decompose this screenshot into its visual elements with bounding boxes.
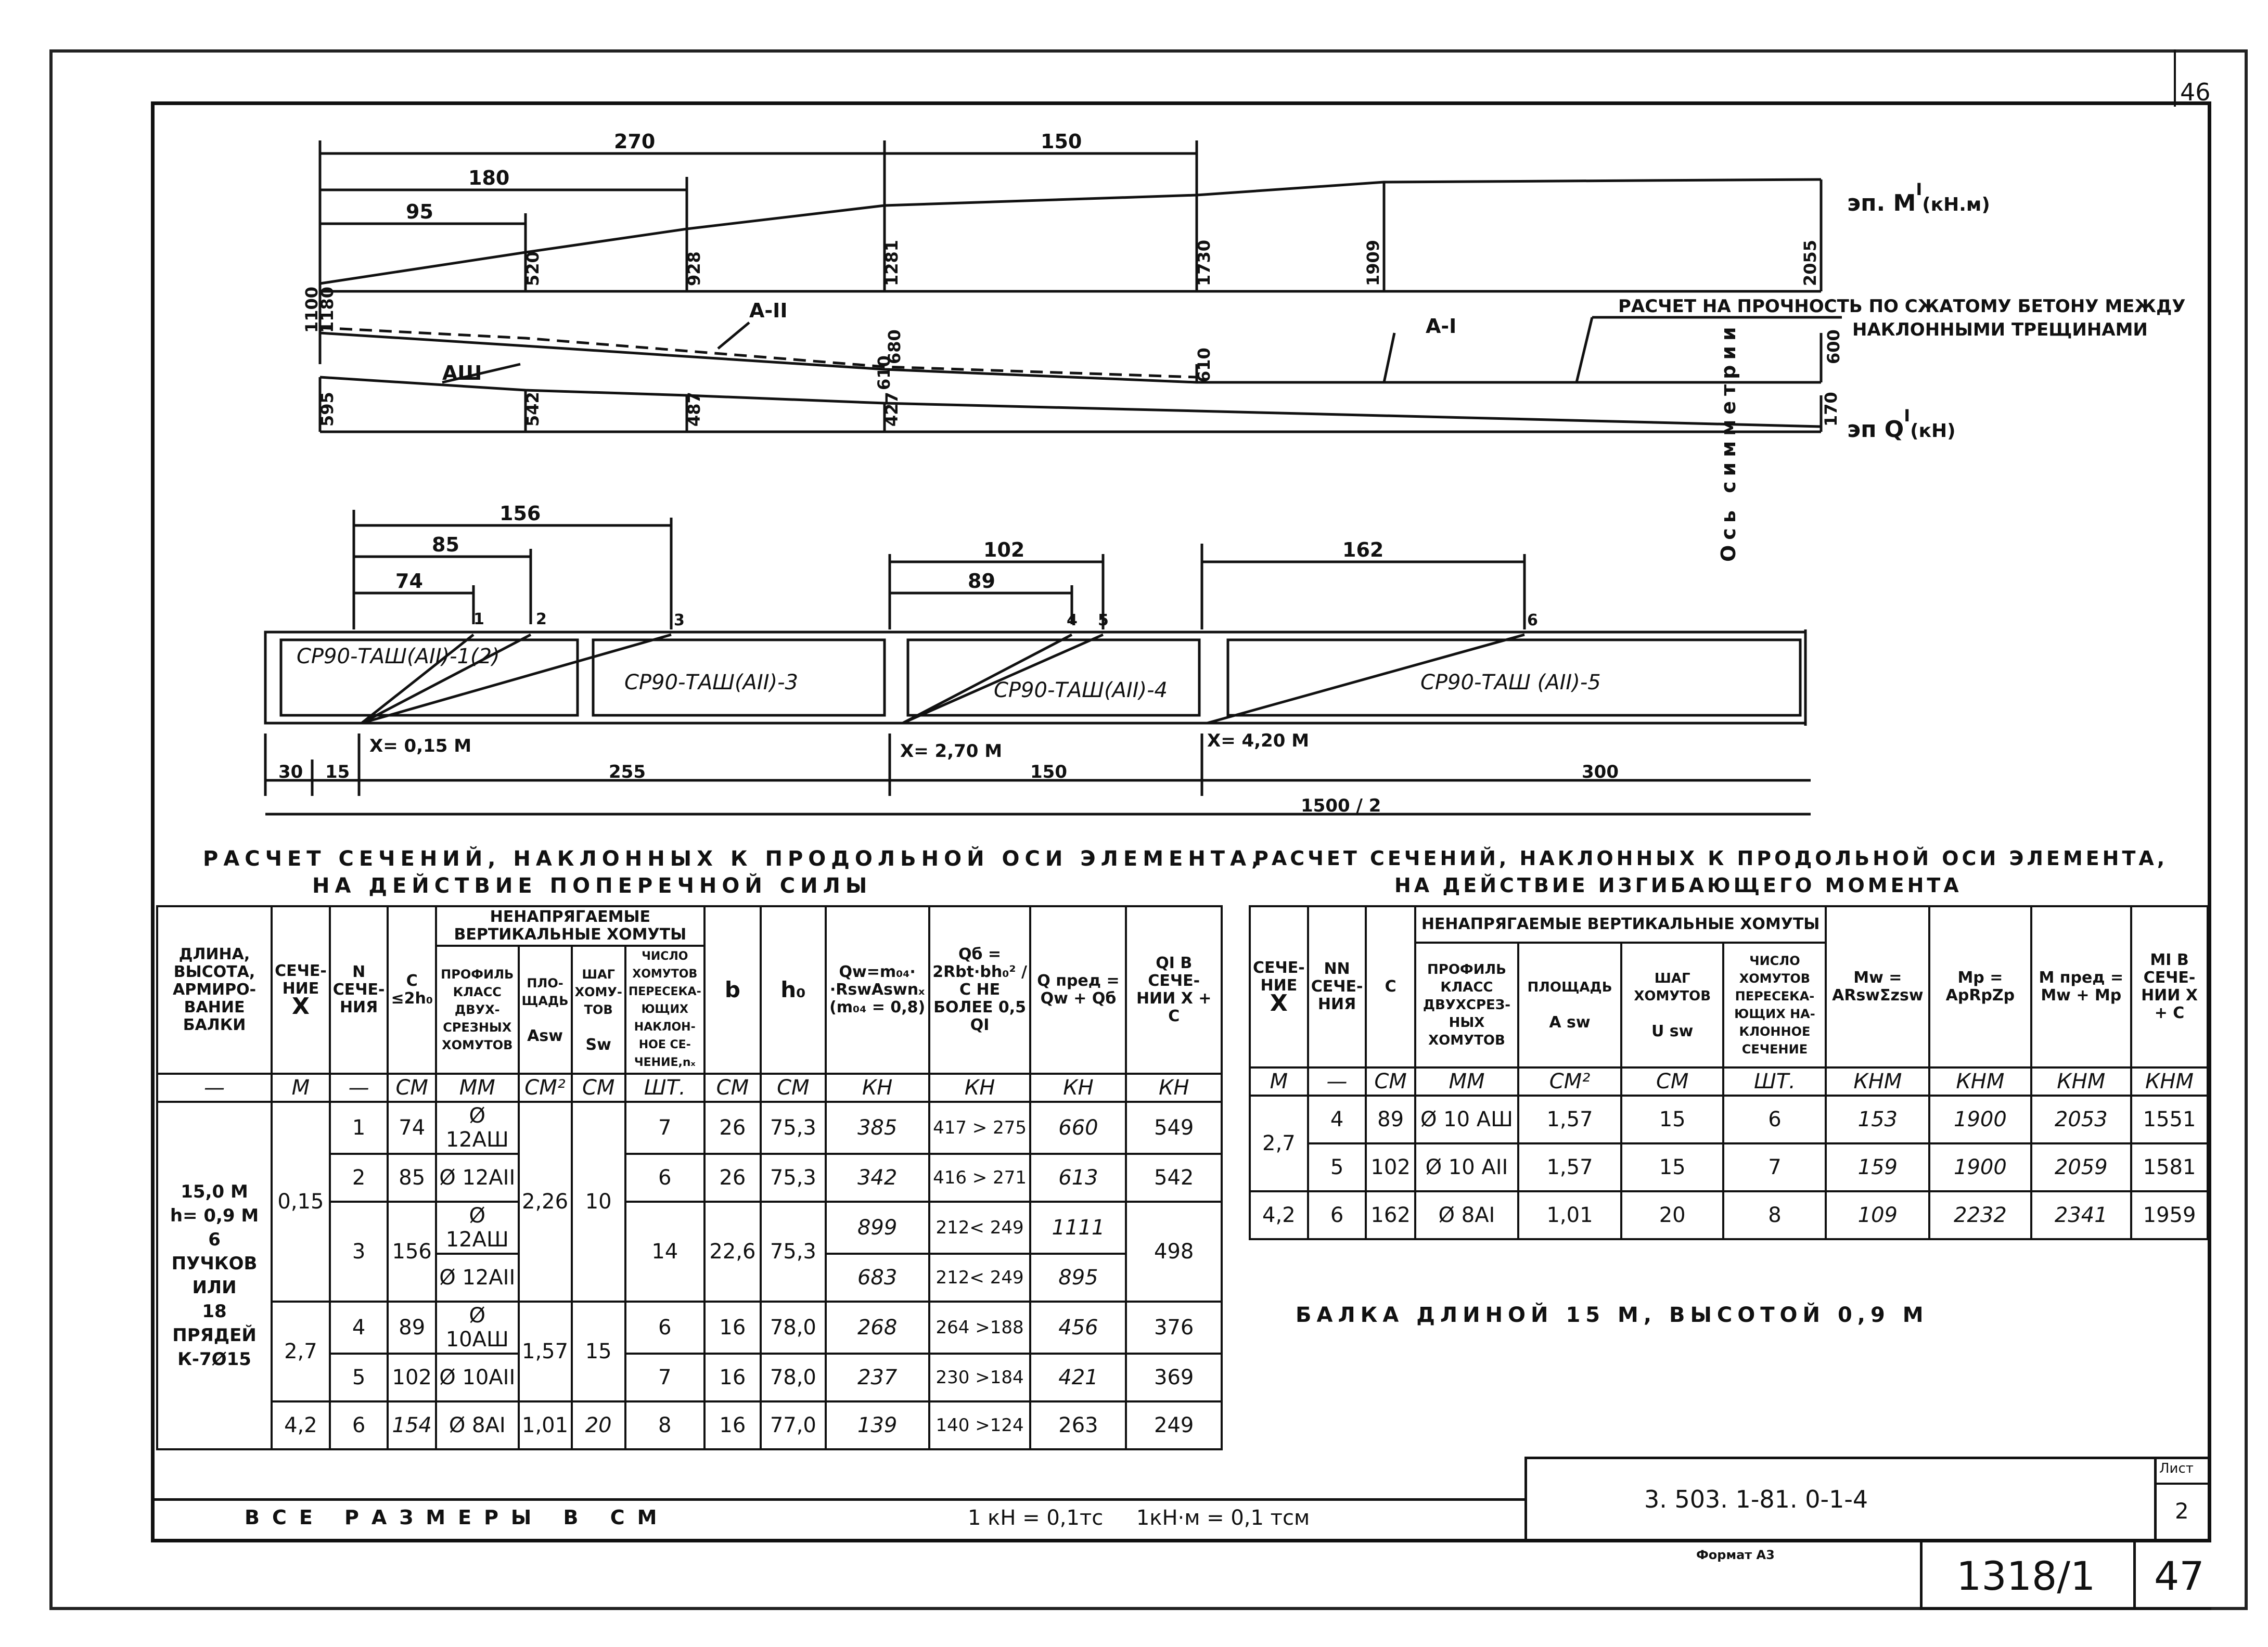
moment-superscript: I <box>1916 179 1923 199</box>
dim-95: 95 <box>406 200 433 223</box>
page-number: 47 <box>2154 1553 2205 1599</box>
beam-description: 15,0 М h= 0,9 М 6 ПУЧКОВ ИЛИ 18 ПРЯДЕЙ К-7Ø15 <box>157 1102 272 1449</box>
hdr-qpred: Q пред = Qw + Qб <box>1030 906 1126 1074</box>
section-number-2: 2 <box>536 610 547 628</box>
section-number-4: 4 <box>1067 611 1078 629</box>
table-row: 15,0 М h= 0,9 М 6 ПУЧКОВ ИЛИ 18 ПРЯДЕЙ К-7Ø15 0,15 1 74 Ø 12АШ 2,26 10 7 26 75,3 385 417 > 275 660 549 <box>157 1102 1222 1154</box>
hdr-beam: ДЛИНА, ВЫСОТА, АРМИРО- ВАНИЕ БАЛКИ <box>157 906 272 1074</box>
beam-dim-74: 74 <box>395 570 423 593</box>
bottom-dim-300: 300 <box>1582 762 1619 782</box>
note-line2: НАКЛОННЫМИ ТРЕЩИНАМИ <box>1852 319 2148 340</box>
section-number-5: 5 <box>1098 611 1109 629</box>
conversion-note: 1 кН = 0,1тс 1кН·м = 0,1 тсм <box>968 1506 1310 1530</box>
frame-4 <box>908 640 1199 715</box>
r-hdr-area: ПЛОЩАДЬ A sw <box>1518 943 1621 1067</box>
hdr-profile: ПРОФИЛЬ КЛАСС ДВУХ- СРЕЗНЫХ ХОМУТОВ <box>436 946 519 1074</box>
title-block-divider <box>2154 1457 2157 1542</box>
bottom-dim-150: 150 <box>1030 762 1067 782</box>
x-position-2: X= 2,70 М <box>900 741 1003 762</box>
hdr-num: N СЕЧЕ- НИЯ <box>330 906 388 1074</box>
bottom-dim-255: 255 <box>609 762 646 782</box>
r-hdr-num: NN СЕЧЕ- НИЯ <box>1308 906 1366 1067</box>
shear-value-1: 595 <box>317 392 337 427</box>
left-value-1: 1100 <box>302 286 322 333</box>
units-row: — М — СМ ММ СМ² СМ ШТ. СМ СМ КН КН КН КН <box>157 1074 1222 1102</box>
shear-value-2: 542 <box>523 392 543 427</box>
total-dim: 1500 / 2 <box>1301 795 1381 816</box>
left-value-2: 1180 <box>317 286 337 333</box>
section-number-1: 1 <box>473 610 484 628</box>
svg-text:эп. MI(кН.м) <box>1847 179 1990 216</box>
hdr-area: ПЛО- ЩАДЬ Asw <box>519 946 572 1074</box>
hdr-step: ШАГ ХОМУ- ТОВ Sw <box>572 946 625 1074</box>
capacity-value-2: 610 <box>874 355 894 390</box>
capacity-value-3: 610 <box>1194 348 1214 382</box>
units-note: ВСЕ РАЗМЕРЫ В СМ <box>245 1506 670 1529</box>
r-hdr-profile: ПРОФИЛЬ КЛАСС ДВУХСРЕЗ- НЫХ ХОМУТОВ <box>1415 943 1518 1067</box>
document-code: 3. 503. 1-81. 0-1-4 <box>1644 1485 1868 1513</box>
note-line1: РАСЧЕТ НА ПРОЧНОСТЬ ПО СЖАТОМУ БЕТОНУ МЕЖДУ <box>1618 296 2186 317</box>
shear-label: эп Q <box>1847 416 1904 443</box>
hdr-h0: h₀ <box>761 906 826 1074</box>
shear-value-3: 487 <box>684 392 704 427</box>
table-row: 5 102 Ø 10АII 7 16 78,0 237 230 >184 421 369 <box>157 1354 1222 1401</box>
bottom-dim-15: 15 <box>325 762 350 782</box>
r-hdr-mpred: M пред = Mw + Mp <box>2031 906 2132 1067</box>
frame-label-3: СР90-ТАШ(АII)-3 <box>624 671 799 694</box>
label-a2: А-II <box>749 299 788 322</box>
beam-dim-162: 162 <box>1342 538 1384 561</box>
x-position-3: X= 4,20 М <box>1207 730 1310 751</box>
hdr-qb: Qб = 2Rbt·bh₀² / C НЕ БОЛЕЕ 0,5 QI <box>929 906 1031 1074</box>
table-row: 4,2 6 162 Ø 8АI 1,01 20 8 109 2232 2341 1959 <box>1250 1191 2208 1239</box>
moment-value-4: 1730 <box>1194 239 1214 286</box>
hdr-c: C ≤2h₀ <box>388 906 436 1074</box>
label-a1: А-I <box>1426 315 1457 338</box>
moment-label: эп. M <box>1847 190 1916 216</box>
dim-180: 180 <box>468 166 510 189</box>
hdr-qw: Qw=m₀₄· ·RswAswnₓ (m₀₄ = 0,8) <box>826 906 929 1074</box>
section-number-6: 6 <box>1527 611 1538 629</box>
frame-label-5: СР90-ТАШ (АII)-5 <box>1420 671 1601 694</box>
table-row: 5 102 Ø 10 АII 1,57 15 7 159 1900 2059 1581 <box>1250 1143 2208 1191</box>
section-number-3: 3 <box>674 611 685 629</box>
table-row: 2,7 4 89 Ø 10АШ 1,57 15 6 16 78,0 268 264 >188 456 376 <box>157 1302 1222 1354</box>
beam-dim-102: 102 <box>983 538 1025 561</box>
left-table-title-2: НА ДЕЙСТВИЕ ПОПЕРЕЧНОЙ СИЛЫ <box>312 874 873 898</box>
hdr-section: СЕЧЕ- НИЕ X <box>272 906 330 1074</box>
r-hdr-mi: MI В СЕЧЕ- НИИ X + C <box>2131 906 2208 1067</box>
table-row: 2,7 4 89 Ø 10 АШ 1,57 15 6 153 1900 2053 1551 <box>1250 1096 2208 1143</box>
label-a3: АШ <box>442 362 482 384</box>
frame-label-1: СР90-ТАШ(АII)-1(2) <box>297 645 500 668</box>
right-table-title-2: НА ДЕЙСТВИЕ ИЗГИБАЮЩЕГО МОМЕНТА <box>1394 874 1962 897</box>
r-hdr-section: СЕЧЕ- НИЕ X <box>1250 906 1308 1067</box>
beam-dim-85: 85 <box>432 533 459 556</box>
capacity-value-1: 680 <box>885 329 904 364</box>
moment-calc-table <box>1249 905 2209 1240</box>
dim-150-top: 150 <box>1041 130 1082 153</box>
archive-divider <box>2133 1542 2136 1610</box>
shear-curve <box>320 377 1821 427</box>
bottom-dim-30: 30 <box>278 762 303 782</box>
r-units-row: М — СМ ММ СМ² СМ ШТ. КНМ КНМ КНМ КНМ <box>1250 1067 2208 1096</box>
axis-of-symmetry-label: Ось симметрии <box>1717 321 1740 562</box>
left-table-title-1: РАСЧЕТ СЕЧЕНИЙ, НАКЛОННЫХ К ПРОДОЛЬНОЙ ОСИ ЭЛЕМЕНТА, <box>203 847 1265 871</box>
table-row: 2 85 Ø 12АII 6 26 75,3 342 416 > 271 613 542 <box>157 1154 1222 1202</box>
svg-text:эп QI(кН) <box>1847 406 1956 443</box>
r-hdr-mw: Mw = ARswΣzsw <box>1826 906 1929 1067</box>
table-row: Ø 12АII 683 212< 249 895 <box>157 1254 1222 1302</box>
format-label: Формат А3 <box>1696 1548 1775 1562</box>
sheet-label: Лист <box>2159 1461 2194 1476</box>
r-hdr-stirrups: НЕНАПРЯГАЕМЫЕ ВЕРТИКАЛЬНЫЕ ХОМУТЫ <box>1415 906 1826 943</box>
title-block-hline <box>2154 1483 2211 1485</box>
moment-value-1: 520 <box>523 251 543 286</box>
beam-dim-89: 89 <box>968 570 995 593</box>
sheet-number: 2 <box>2175 1498 2189 1524</box>
shear-calc-table <box>156 905 1223 1450</box>
table-row: 3 156 Ø 12АШ 14 22,6 75,3 899 212< 249 1111 498 <box>157 1202 1222 1254</box>
capacity-value-4: 600 <box>1824 329 1843 364</box>
r-hdr-mp: Mp = ApRpZp <box>1929 906 2031 1067</box>
beam-elevation <box>0 489 2268 843</box>
hdr-b: b <box>704 906 761 1074</box>
hdr-stirrups: НЕНАПРЯГАЕМЫЕ ВЕРТИКАЛЬНЫЕ ХОМУТЫ <box>436 906 704 946</box>
beam-dim-156: 156 <box>499 502 541 525</box>
archive-number: 1318/1 <box>1956 1553 2096 1599</box>
moment-unit: (кН.м) <box>1922 194 1990 215</box>
moment-value-5: 1909 <box>1363 239 1383 286</box>
x-position-1: X= 0,15 М <box>369 736 472 756</box>
shear-value-4: 427 <box>882 392 902 427</box>
moment-value-2: 928 <box>684 251 704 286</box>
shear-unit: (кН) <box>1910 420 1956 442</box>
table-row: 4,2 6 154 Ø 8АI 1,01 20 8 16 77,0 139 140 >124 263 249 <box>157 1401 1222 1449</box>
hdr-count: ЧИСЛО ХОМУТОВ ПЕРЕСЕКА- ЮЩИХ НАКЛОН- НОЕ СЕ- ЧЕНИЕ,nₓ <box>625 946 704 1074</box>
moment-shear-diagram <box>0 0 2268 520</box>
footer-rule <box>151 1498 1524 1501</box>
moment-value-3: 1281 <box>882 239 902 286</box>
beam-caption: БАЛКА ДЛИНОЙ 15 М, ВЫСОТОЙ 0,9 М <box>1296 1303 1929 1327</box>
shear-value-5: 170 <box>1821 392 1841 427</box>
r-hdr-step: ШАГ ХОМУТОВ U sw <box>1621 943 1724 1067</box>
r-hdr-count: ЧИСЛО ХОМУТОВ ПЕРЕСЕКА- ЮЩИХ НА- КЛОННОЕ СЕЧЕНИЕ <box>1723 943 1826 1067</box>
moment-value-6: 2055 <box>1800 239 1820 286</box>
right-table-title-1: РАСЧЕТ СЕЧЕНИЙ, НАКЛОННЫХ К ПРОДОЛЬНОЙ ОСИ ЭЛЕМЕНТА, <box>1254 847 2168 870</box>
moment-curve <box>320 179 1821 284</box>
corner-number: 46 <box>2180 78 2211 106</box>
r-hdr-c: C <box>1366 906 1415 1067</box>
shear-superscript: I <box>1904 406 1911 426</box>
dim-270: 270 <box>614 130 656 153</box>
frame-label-4: СР90-ТАШ(АII)-4 <box>994 678 1168 702</box>
hdr-qi: QI В СЕЧЕ- НИИ X + C <box>1126 906 1222 1074</box>
